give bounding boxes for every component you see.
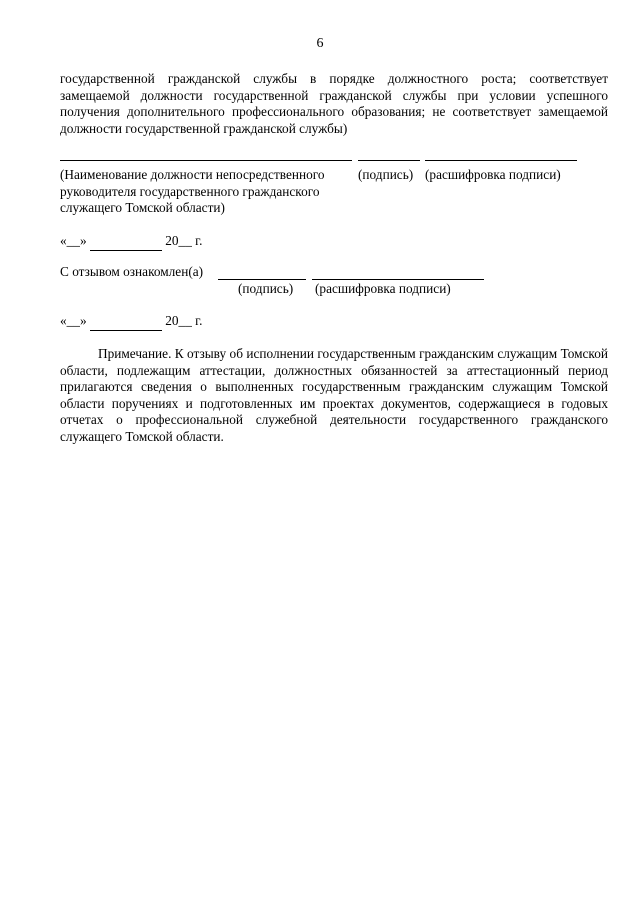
date-line-1	[60, 233, 202, 251]
date-day-2: «__»	[60, 313, 87, 328]
acknowledge-text: С отзывом ознакомлен(а)	[60, 264, 204, 279]
acknowledge-decipher-line	[312, 279, 484, 280]
date-suffix-1: г.	[195, 233, 203, 248]
decipher-line	[425, 160, 577, 161]
signature-label: (подпись)	[358, 167, 414, 182]
date-suffix-2: г.	[195, 313, 203, 328]
position-signature-line	[60, 160, 352, 161]
decipher-label: (расшифровка подписи)	[425, 167, 561, 182]
acknowledge-signature-label: (подпись)	[238, 281, 294, 296]
date-day-1: «__»	[60, 233, 87, 248]
date-year-2: 20__	[165, 313, 192, 328]
note-paragraph	[60, 346, 608, 445]
intro-paragraph: государственной гражданской службы в порядке должностного роста; соответствует замещаемой должности государственной гражданской службы при условии успешного получения дополнительного профессионального образования; не соответствует замещаемой должности государственной гражданской службы)	[60, 71, 608, 136]
date-month-line-1	[90, 233, 162, 251]
date-line-2	[60, 313, 202, 331]
position-label: (Наименование должности непосредственного руководителя государственного гражданского служащего Томской области)	[60, 167, 325, 215]
acknowledge-decipher-label: (расшифровка подписи)	[315, 281, 451, 296]
note-text: Примечание. К отзыву об исполнении государственным гражданским служащим Томской области, подлежащим аттестации, должностных обязанностей за аттестационный период прилагаются сведения о выполненных государственным гражданским служащим Томской области поручениях и подготовленных им проектах документов, содержащиеся в годовых отчетах о профессиональной служебной деятельности государственного гражданского служащего Томской области.	[60, 346, 608, 444]
date-month-line-2	[90, 313, 162, 331]
page-number: 6	[316, 36, 324, 51]
acknowledge-signature-line	[218, 279, 306, 280]
date-year-1: 20__	[165, 233, 192, 248]
signature-line	[358, 160, 420, 161]
